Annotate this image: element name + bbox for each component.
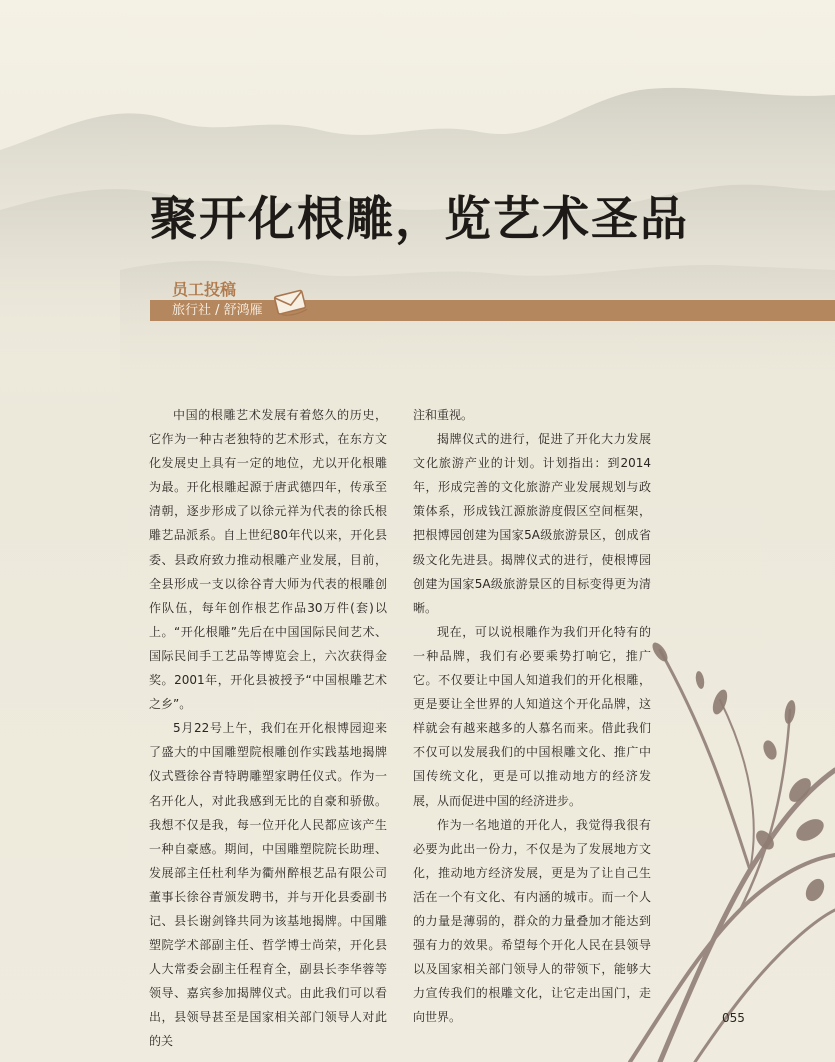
section-label: 员工投稿	[172, 280, 237, 299]
paragraph: 中国的根雕艺术发展有着悠久的历史，它作为一种古老独特的艺术形式，在东方文化发展史上具有一定的地位，尤以开化根雕为最。开化根雕起源于唐武德四年，传承至清朝，逐步形成了以徐元祥为代表的徐氏根雕艺品派系。自上世纪80年代以来，开化县委、县政府致力推动根雕产业发展，目前，全县形成一支以徐谷青大师为代表的根雕创作队伍，每年创作根艺作品30万件(套)以上。“开化根雕”先后在中国国际民间艺术、国际民间手工艺品等博览会上，六次获得金奖。2001年，开化县被授予“中国根雕艺术之乡”。	[149, 408, 387, 712]
paragraph: 揭牌仪式的进行，促进了开化大力发展文化旅游产业的计划。计划指出：到2014年，形成完善的文化旅游产业发展规划与政策体系，形成钱江源旅游度假区空间框架，把根博园创建为国家5A级旅游景区，创成省级文化先进县。揭牌仪式的进行，使根博园创建为国家5A级旅游景区的目标变得更为清晰。	[413, 432, 651, 615]
page-number: 055	[722, 1011, 745, 1025]
author-line: 旅行社 / 舒鸿雁	[172, 303, 263, 318]
paragraph: 作为一名地道的开化人，我觉得我很有必要为此出一份力，不仅是为了发展地方文化，推动地方经济发展，更是为了让自己生活在一个有文化、有内涵的城市。而一个人的力量是薄弱的，群众的力量叠加才能达到强有力的效果。希望每个开化人民在县领导以及国家相关部门领导人的带领下，能够大力宣传我们的根雕文化，让它走出国门，走向世界。	[413, 817, 651, 1025]
paragraph: 现在，可以说根雕作为我们开化特有的一种品牌，我们有必要乘势打响它，推广它。不仅要让中国人知道我们的开化根雕，更是要让全世界的人知道这个开化品牌，这样就会有越来越多的人慕名而来。借此我们不仅可以发展我们的中国根雕文化、推广中国传统文化，更是可以推动地方的经济发展，从而促进中国的经济进步。	[413, 624, 651, 808]
envelope-icon	[271, 286, 311, 318]
article-title: 聚开化根雕，览艺术圣品	[150, 192, 689, 247]
paragraph: 5月22号上午，我们在开化根博园迎来了盛大的中国雕塑院根雕创作实践基地揭牌仪式暨徐谷青特聘雕塑家聘任仪式。作为一名开化人，对此我感到无比的自豪和骄傲。我想不仅是我，每一位开化人民都应该产生一种自豪感。期间，中国雕塑院院长助理、发展部主任杜利华为衢州醉根艺品有限公司董事长徐谷青颁发聘书，并与开化县委副书记、县长谢剑锋共同为该基地揭牌。中国雕塑院学术部副主任、哲学博士尚荣，开化县人大常委会副主任程育全，副县长李华蓉等领导、嘉宾参加揭牌仪式。由此我们可以看出，县领导甚至是国家相关部门领导人对此的关	[149, 721, 387, 1049]
byline-bar	[150, 300, 835, 321]
paragraph-continuation: 注和重视。	[413, 408, 474, 422]
orchid-illustration	[600, 590, 835, 1062]
article-column-left	[149, 403, 387, 1054]
